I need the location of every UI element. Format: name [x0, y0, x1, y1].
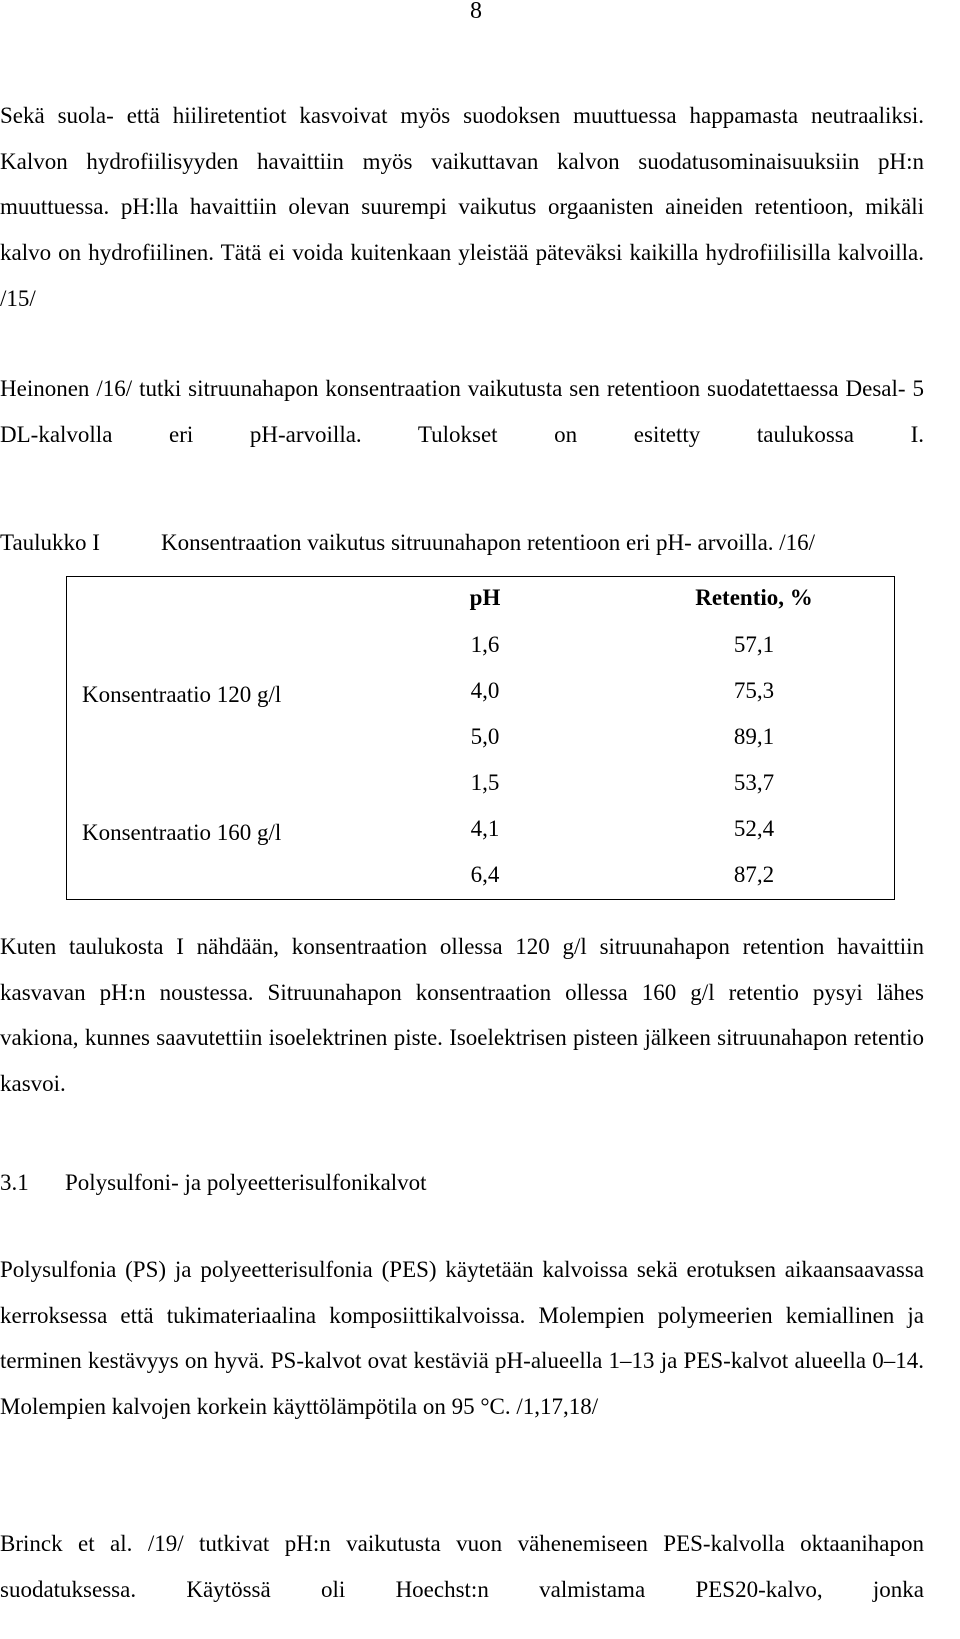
cell-ph: 1,5: [470, 770, 500, 795]
table-row: [66, 760, 895, 806]
table-row: [66, 622, 895, 668]
cell-retention: 53,7: [733, 770, 775, 795]
paragraph-retention-ph: Sekä suola- että hiiliretentiot kasvoivat myös suodoksen muuttuessa happamasta neutraaliksi. Kalvon hydrofiilisyyden havaittiin myös vaikuttavan kalvon suodatusominaisuuksiin pH:n muuttuessa. pH:lla havaittiin olevan suurempi vaikutus orgaanisten aineiden retentioon, mikäli kalvo on hydrofiilinen. Tätä ei voida kuitenkaan yleistää päteväksi kaikilla hydrofiilisilla kalvoilla. /15/: [0, 103, 924, 311]
cell-ph: 4,1: [470, 816, 500, 841]
cell-retention: 52,4: [733, 816, 775, 841]
cell-ph: 1,6: [470, 632, 500, 657]
cell-retention: 87,2: [733, 862, 775, 887]
table-header-retention: Retentio, %: [695, 585, 813, 610]
paragraph-table-discussion: Kuten taulukosta I nähdään, konsentraation ollessa 120 g/l sitruunahapon retention havaittiin kasvavan pH:n noustessa. Sitruunahapon konsentraation ollessa 160 g/l retentio pysyi lähes vakiona, kunnes saavutettiin isoelektrinen piste. Isoelektrisen pisteen jälkeen sitruunahapon retentio kasvoi.: [0, 934, 924, 1097]
cell-ph: 6,4: [470, 862, 500, 887]
group-label-120: Konsentraatio 120 g/l: [82, 681, 282, 707]
cell-retention: 57,1: [733, 632, 775, 657]
table-caption-label: Taulukko I: [0, 530, 100, 555]
table-header-blank: [66, 574, 357, 622]
table-caption-text: Konsentraation vaikutus sitruunahapon retentioon eri pH- arvoilla. /16/: [161, 530, 816, 555]
section-number: 3.1: [0, 1170, 29, 1195]
paragraph-heinonen: Heinonen /16/ tutki sitruunahapon konsentraation vaikutusta sen retentioon suodatettaessa Desal- 5 DL-kalvolla eri pH-arvoilla. Tulokset on esitetty taulukossa I.: [0, 376, 924, 447]
cell-retention: 89,1: [733, 724, 775, 749]
page-number: 8: [470, 0, 482, 24]
table-header-ph: pH: [469, 585, 501, 610]
cell-ph: 5,0: [470, 724, 500, 749]
citric-acid-retention-table: [66, 574, 895, 898]
cell-ph: 4,0: [470, 678, 500, 703]
table-caption: [0, 530, 940, 556]
table-header-row: [66, 574, 895, 622]
section-title: Polysulfoni- ja polyeetterisulfonikalvot: [65, 1170, 427, 1195]
paragraph-polysulfone: Polysulfonia (PS) ja polyeetterisulfonia (PES) käytetään kalvoissa sekä erotuksen aikaansaavassa kerroksessa että tukimateriaalina komposiittikalvoissa. Molempien polymeerien kemiallinen ja terminen kestävyys on hyvä. PS-kalvot ovat kestäviä pH-alueella 1–13 ja PES-kalvot alueella 0–14. Molempien kalvojen korkein käyttölämpötila on 95 °C. /1,17,18/: [0, 1257, 924, 1420]
paragraph-brinck: Brinck et al. /19/ tutkivat pH:n vaikutusta vuon vähenemiseen PES-kalvolla oktaanihapon suodatuksessa. Käytössä oli Hoechst:n valmistama PES20-kalvo, jonka: [0, 1531, 924, 1602]
group-label-160: Konsentraatio 160 g/l: [82, 819, 282, 845]
section-heading: [0, 1170, 427, 1196]
cell-retention: 75,3: [733, 678, 775, 703]
